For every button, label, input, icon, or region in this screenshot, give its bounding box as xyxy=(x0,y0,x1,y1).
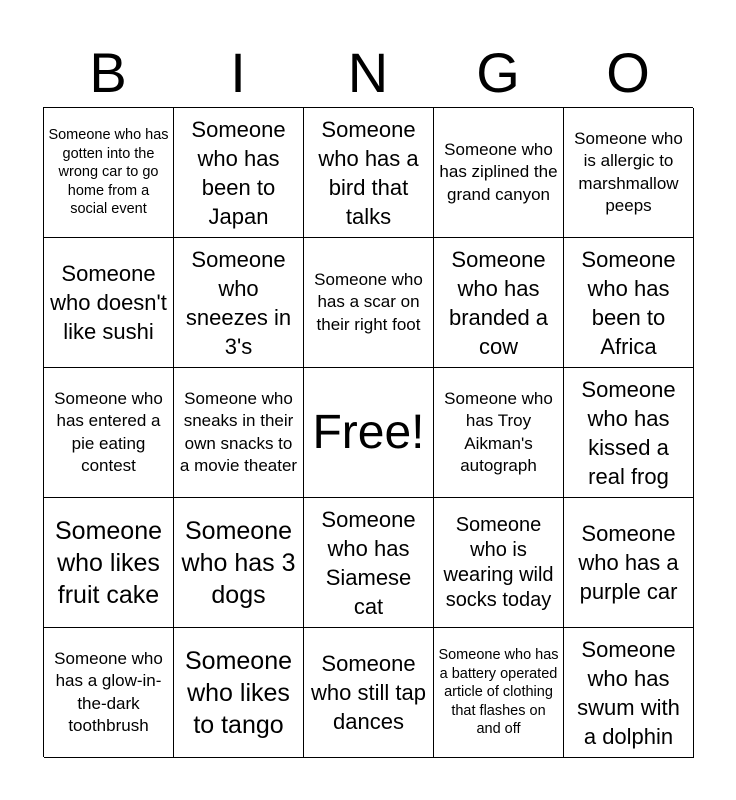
bingo-cell-text: Someone who has ziplined the grand canyon xyxy=(439,139,558,204)
bingo-board xyxy=(43,107,693,757)
bingo-cell-i3[interactable] xyxy=(174,368,304,498)
bingo-cell-b4[interactable] xyxy=(44,498,174,628)
bingo-cell-text: Someone who still tap dances xyxy=(311,651,426,734)
bingo-cell-free[interactable] xyxy=(304,368,434,498)
bingo-cell-text: Someone who has gotten into the wrong car to go home from a social event xyxy=(48,127,169,218)
header-letter-g: G xyxy=(476,41,520,104)
bingo-cell-text: Someone who has a glow-in-the-dark toothbrush xyxy=(54,648,163,735)
bingo-cell-text: Someone who has been to Africa xyxy=(581,246,676,359)
header-letter-i: I xyxy=(230,41,246,104)
bingo-cell-text: Someone who has Troy Aikman's autograph xyxy=(444,388,553,475)
header-letter-n: N xyxy=(347,41,389,104)
bingo-cell-b1[interactable] xyxy=(44,108,174,238)
bingo-cell-o5[interactable] xyxy=(564,628,694,758)
bingo-cell-g1[interactable] xyxy=(434,108,564,238)
bingo-cell-b5[interactable] xyxy=(44,628,174,758)
bingo-cell-b2[interactable] xyxy=(44,238,174,368)
bingo-cell-text: Someone who likes to tango xyxy=(184,646,293,739)
bingo-cell-n2[interactable] xyxy=(304,238,434,368)
bingo-cell-text: Someone who has a purple car xyxy=(578,521,679,604)
bingo-cell-o1[interactable] xyxy=(564,108,694,238)
bingo-cell-g3[interactable] xyxy=(434,368,564,498)
bingo-cell-text: Someone who has been to Japan xyxy=(191,116,286,229)
bingo-cell-i4[interactable] xyxy=(174,498,304,628)
bingo-cell-text: Someone who has swum with a dolphin xyxy=(577,636,680,749)
bingo-cell-text: Free! xyxy=(312,405,425,459)
bingo-cell-text: Someone who has entered a pie eating contest xyxy=(54,388,163,475)
bingo-cell-text: Someone who has kissed a real frog xyxy=(581,376,676,489)
bingo-cell-text: Someone who sneaks in their own snacks to a movie theater xyxy=(179,388,298,475)
bingo-cell-n4[interactable] xyxy=(304,498,434,628)
bingo-cell-o2[interactable] xyxy=(564,238,694,368)
bingo-cell-text: Someone who has a scar on their right foot xyxy=(314,269,423,334)
bingo-cell-o4[interactable] xyxy=(564,498,694,628)
bingo-cell-o3[interactable] xyxy=(564,368,694,498)
bingo-cell-text: Someone who likes fruit cake xyxy=(54,516,163,609)
bingo-cell-n5[interactable] xyxy=(304,628,434,758)
header-letter-b: B xyxy=(89,41,127,104)
bingo-cell-text: Someone who has Siamese cat xyxy=(321,506,416,619)
bingo-cell-text: Someone who has a battery operated article of clothing that flashes on and off xyxy=(438,647,559,738)
bingo-cell-n1[interactable] xyxy=(304,108,434,238)
bingo-cell-text: Someone who sneezes in 3's xyxy=(185,246,292,359)
bingo-cell-text: Someone who has a bird that talks xyxy=(318,116,419,229)
bingo-cell-text: Someone who is allergic to marshmallow peeps xyxy=(574,128,683,215)
bingo-cell-g4[interactable] xyxy=(434,498,564,628)
bingo-cell-text: Someone who has 3 dogs xyxy=(181,516,296,609)
bingo-cell-i2[interactable] xyxy=(174,238,304,368)
bingo-cell-g2[interactable] xyxy=(434,238,564,368)
bingo-cell-i5[interactable] xyxy=(174,628,304,758)
bingo-cell-i1[interactable] xyxy=(174,108,304,238)
bingo-cell-g5[interactable] xyxy=(434,628,564,758)
bingo-cell-text: Someone who has branded a cow xyxy=(448,246,549,359)
bingo-cell-text: Someone who doesn't like sushi xyxy=(50,261,167,344)
header-letter-o: O xyxy=(606,41,650,104)
bingo-header xyxy=(43,40,693,106)
bingo-cell-b3[interactable] xyxy=(44,368,174,498)
bingo-cell-text: Someone who is wearing wild socks today xyxy=(443,513,554,611)
